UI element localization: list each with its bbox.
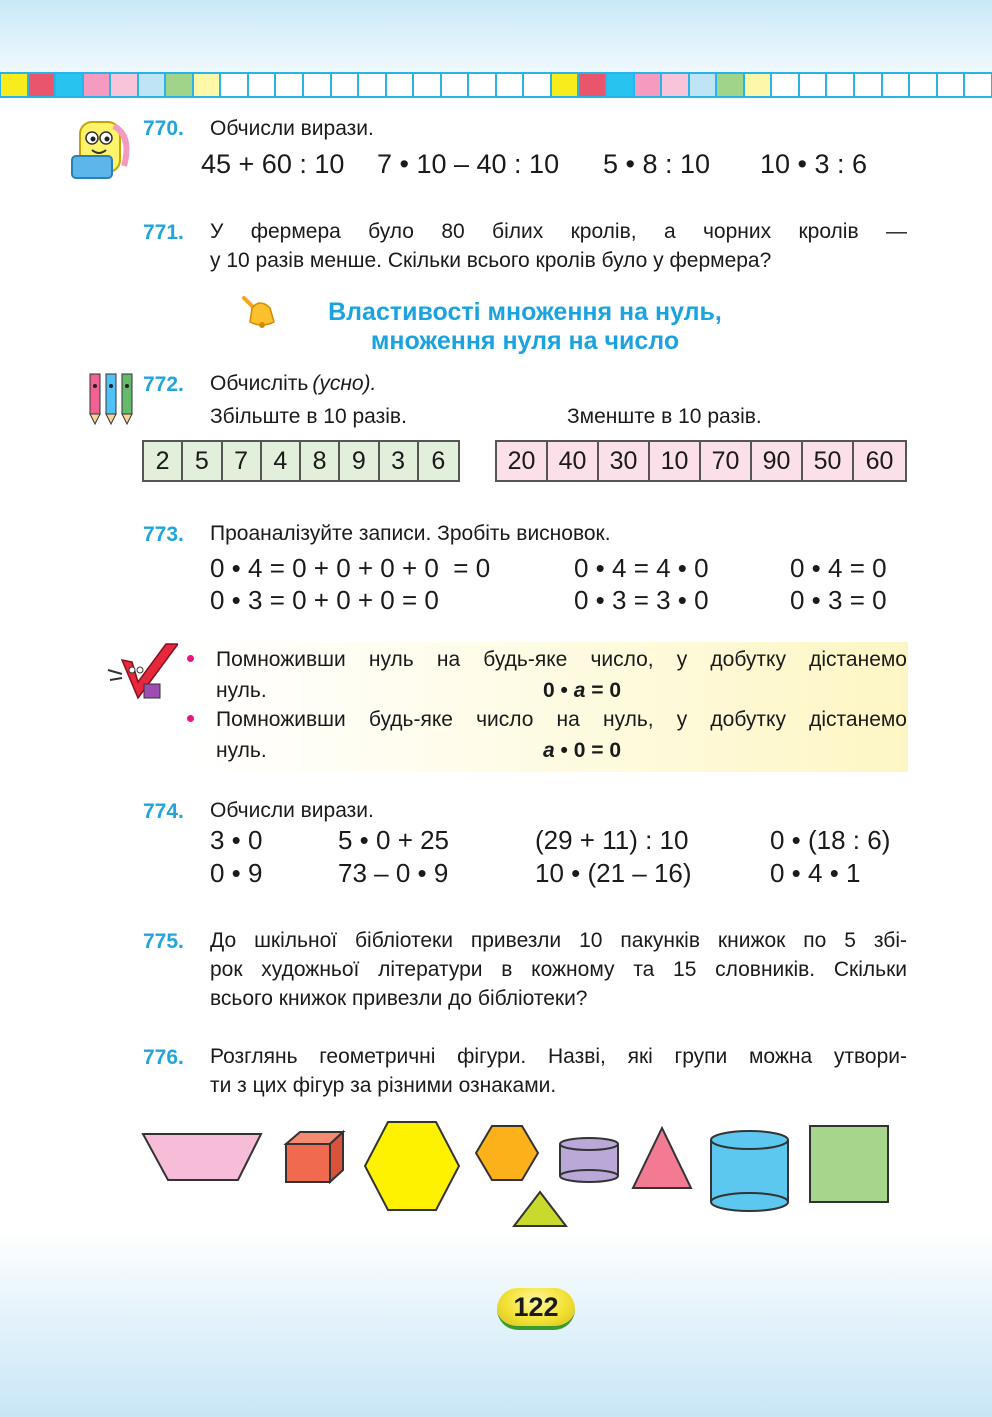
strip-cell <box>909 72 937 98</box>
green-triangle <box>514 1192 566 1226</box>
left-cell: 4 <box>262 442 301 480</box>
task-774-row1-col4: 0 • (18 : 6) <box>770 825 891 855</box>
rule-1-formula <box>543 676 621 706</box>
task-775-line-3: всього книжок привезли до бібліотеки? <box>210 987 588 1010</box>
page-number: 122 <box>513 1291 559 1322</box>
strip-cell <box>248 72 276 98</box>
task-772-number: 772. <box>143 373 184 396</box>
task-772-left-number-row <box>142 440 460 482</box>
task-775-line-2: рок художньої літератури в кожному та 15 словників. Скільки <box>210 958 907 981</box>
task-773-row2-col1: 0 • 3 = 0 + 0 + 0 = 0 <box>210 585 439 615</box>
yellow-large-hexagon <box>365 1122 459 1210</box>
right-cell: 20 <box>497 442 548 480</box>
strip-cell <box>468 72 496 98</box>
orange-small-hexagon <box>476 1126 538 1180</box>
strip-cell <box>441 72 469 98</box>
right-cell: 90 <box>752 442 803 480</box>
left-cell: 5 <box>183 442 222 480</box>
strip-cell <box>55 72 83 98</box>
task-773-row2-col2: 0 • 3 = 3 • 0 <box>574 585 709 615</box>
strip-cell <box>854 72 882 98</box>
strip-cell <box>689 72 717 98</box>
strip-cell <box>826 72 854 98</box>
strip-cell <box>386 72 414 98</box>
rule-2-formula <box>543 736 621 766</box>
task-772-right-label: Зменште в 10 разів. <box>567 405 762 428</box>
rule-1-line-2: нуль. <box>216 679 267 702</box>
pencils-icon <box>80 370 146 426</box>
strip-cell <box>331 72 359 98</box>
task-773-row1-col1: 0 • 4 = 0 + 0 + 0 + 0 = 0 <box>210 553 491 583</box>
strip-cell <box>578 72 606 98</box>
rule-1-formula-start: 0 • <box>543 679 574 702</box>
task-772-text <box>210 369 376 399</box>
task-770-expr-4: 10 • 3 : 6 <box>760 149 868 179</box>
task-771-line-1: У фермера було 80 білих кролів, а чорних кролів — <box>210 220 907 243</box>
task-774-row1-col1: 3 • 0 <box>210 825 263 855</box>
right-cell: 70 <box>701 442 752 480</box>
task-770-expr-1: 45 + 60 : 10 <box>201 149 345 179</box>
task-775-number: 775. <box>143 930 184 953</box>
geometric-shapes <box>0 1110 992 1240</box>
rule-1-bullet <box>187 655 194 662</box>
section-heading-line-2: множення нуля на число <box>370 327 680 355</box>
strip-cell <box>275 72 303 98</box>
section-heading-line-1: Властивості множення на нуль, <box>328 298 722 326</box>
strip-cell <box>634 72 662 98</box>
strip-cell <box>937 72 965 98</box>
strip-cell <box>964 72 992 98</box>
task-770-text: Обчисли вирази. <box>210 117 374 140</box>
rule-1-formula-end: = 0 <box>585 679 622 702</box>
right-cell: 60 <box>865 446 894 475</box>
strip-cell <box>413 72 441 98</box>
strip-cell <box>358 72 386 98</box>
task-774-number: 774. <box>143 800 184 823</box>
page-number-badge <box>497 1288 575 1330</box>
task-776-number: 776. <box>143 1046 184 1069</box>
pink-trapezoid <box>143 1134 261 1180</box>
section-heading <box>280 298 770 356</box>
strip-cell <box>303 72 331 98</box>
strip-cell <box>220 72 248 98</box>
task-773-text: Проаналізуйте записи. Зробіть висновок. <box>210 522 611 545</box>
right-cell: 10 <box>650 442 701 480</box>
strip-cell <box>716 72 744 98</box>
left-cell: 6 <box>431 446 446 475</box>
task-774-text: Обчисли вирази. <box>210 799 374 822</box>
task-772-note: (усно). <box>312 372 377 395</box>
strip-cell <box>496 72 524 98</box>
strip-cell <box>744 72 772 98</box>
strip-cell <box>83 72 111 98</box>
task-773-row1-col3: 0 • 4 = 0 <box>790 553 887 583</box>
rule-2-bullet <box>187 715 194 722</box>
decorative-color-strip <box>0 72 992 98</box>
task-776-line-1: Розглянь геометричні фігури. Назві, які групи можна утвори- <box>210 1045 907 1068</box>
strip-cell <box>193 72 221 98</box>
left-cell: 9 <box>340 442 379 480</box>
task-775-line-1: До шкільної бібліотеки привезли 10 пакунків книжок по 5 збі- <box>210 929 907 952</box>
rule-1-formula-variable: a <box>573 679 586 702</box>
task-774-row1-col2: 5 • 0 + 25 <box>338 825 450 855</box>
task-771-number: 771. <box>143 221 184 244</box>
task-776-line-2: ти з цих фігур за різними ознаками. <box>210 1074 557 1097</box>
left-cell: 3 <box>380 442 419 480</box>
checkmark-mascot-icon <box>104 640 182 706</box>
right-cell: 40 <box>548 442 599 480</box>
task-774-row1-col3: (29 + 11) : 10 <box>535 825 689 855</box>
task-772-left-label: Збільште в 10 разів. <box>210 405 407 428</box>
right-cell: 50 <box>803 442 854 480</box>
rule-2-line-1: Помноживши будь-яке число на нуль, у добутку дістанемо <box>216 708 907 731</box>
task-773-number: 773. <box>143 523 184 546</box>
task-773-row2-col3: 0 • 3 = 0 <box>790 585 887 615</box>
strip-cell <box>523 72 551 98</box>
rule-2-formula-end: • 0 = 0 <box>554 739 621 762</box>
task-772-right-number-row <box>495 440 907 482</box>
strip-cell <box>28 72 56 98</box>
rule-1-line-1: Помноживши нуль на будь-яке число, у добутку дістанемо <box>216 648 907 671</box>
strip-cell <box>138 72 166 98</box>
orange-cube <box>286 1132 343 1182</box>
strip-cell <box>606 72 634 98</box>
left-cell: 7 <box>223 442 262 480</box>
purple-small-cylinder <box>560 1138 618 1182</box>
task-770-number: 770. <box>143 117 184 140</box>
rule-2-line-2: нуль. <box>216 739 267 762</box>
task-774-row2-col3: 10 • (21 – 16) <box>535 858 692 888</box>
task-774-row2-col2: 73 – 0 • 9 <box>338 858 449 888</box>
bell-icon <box>240 292 280 332</box>
left-cell: 2 <box>144 442 183 480</box>
strip-cell <box>799 72 827 98</box>
strip-cell <box>165 72 193 98</box>
strip-cell <box>882 72 910 98</box>
rule-2-formula-variable: a <box>543 739 555 762</box>
blue-large-cylinder <box>711 1131 788 1211</box>
task-770-expr-3: 5 • 8 : 10 <box>603 149 711 179</box>
strip-cell <box>661 72 689 98</box>
task-773-row1-col2: 0 • 4 = 4 • 0 <box>574 553 709 583</box>
green-square <box>810 1126 888 1202</box>
strip-cell <box>771 72 799 98</box>
left-cell: 8 <box>301 442 340 480</box>
task-772-instruction: Обчисліть <box>210 372 309 395</box>
task-770-expr-2: 7 • 10 – 40 : 10 <box>377 149 560 179</box>
task-774-row2-col4: 0 • 4 • 1 <box>770 858 861 888</box>
strip-cell <box>551 72 579 98</box>
pink-triangle <box>633 1128 691 1188</box>
task-771-line-2: у 10 разів менше. Скільки всього кролів було у фермера? <box>210 249 772 272</box>
right-cell: 30 <box>599 442 650 480</box>
strip-cell <box>0 72 28 98</box>
strip-cell <box>110 72 138 98</box>
task-774-row2-col1: 0 • 9 <box>210 858 263 888</box>
backpack-icon <box>66 116 136 186</box>
